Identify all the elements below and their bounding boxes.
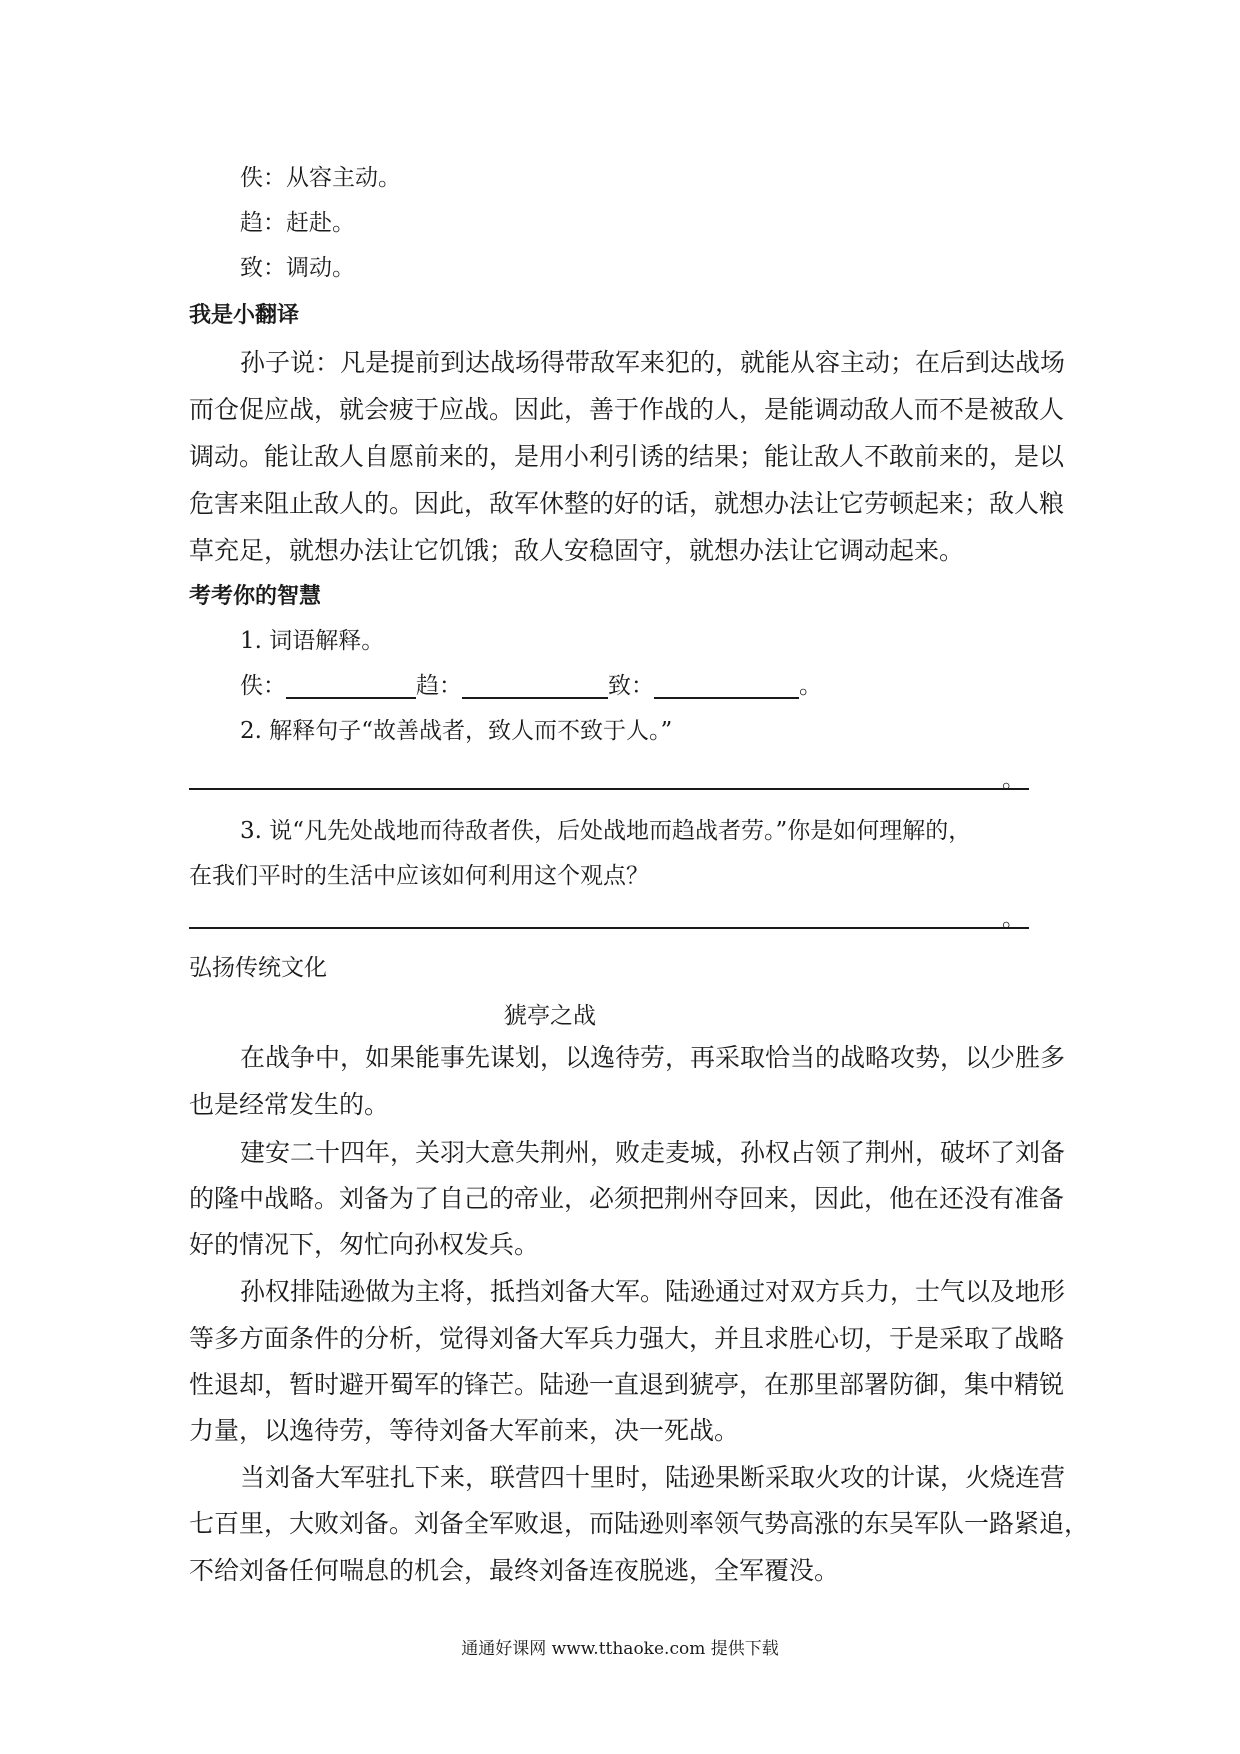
paragraph-line: 当刘备大军驻扎下来，联营四十里时，陆逊果断采取火攻的计谋，火烧连营 <box>240 1463 1066 1492</box>
answer-blank[interactable] <box>462 671 608 699</box>
paragraph-line: 在战争中，如果能事先谋划，以逸待劳，再采取恰当的战略攻势，以少胜多 <box>240 1043 1066 1072</box>
section-heading-translation: 我是小翻译 <box>189 303 300 328</box>
paragraph-line: 等多方面条件的分析，觉得刘备大军兵力强大，并且求胜心切，于是采取了战略 <box>189 1324 1065 1353</box>
paragraph-line: 不给刘备任何喘息的机会，最终刘备连夜脱逃，全军覆没。 <box>189 1556 840 1585</box>
paragraph-line: 而仓促应战，就会疲于应战。因此，善于作战的人，是能调动敌人而不是被敌人 <box>189 395 1065 424</box>
question-2: 2. 解释句子“故善战者，致人而不致于人。” <box>240 718 673 744</box>
question-3: 3. 说“凡先处战地而待敌者佚，后处战地而趋战者劳。”你是如何理解的， <box>240 818 972 844</box>
paragraph-line: 的隆中战略。刘备为了自己的帝业，必须把荆州夺回来，因此，他在还没有准备 <box>189 1184 1065 1213</box>
paragraph-line: 建安二十四年，关羽大意失荆州，败走麦城，孙权占领了荆州，破坏了刘备 <box>240 1138 1066 1167</box>
vocab-item: 致：调动。 <box>240 255 355 281</box>
paragraph-line: 草充足，就想办法让它饥饿；敌人安稳固守，就想办法让它调动起来。 <box>189 536 965 565</box>
answer-line[interactable] <box>189 927 1029 929</box>
answer-line-end: 。 <box>1002 906 1025 932</box>
answer-blank[interactable] <box>654 671 799 699</box>
story-title: 猇亭之战 <box>504 1003 596 1029</box>
answer-blank[interactable] <box>286 671 416 699</box>
answer-line-end: 。 <box>1002 767 1025 793</box>
paragraph-line: 危害来阻止敌人的。因此，敌军休整的好的话，就想办法让它劳顿起来；敌人粮 <box>189 489 1065 518</box>
answer-line[interactable] <box>189 788 1029 790</box>
paragraph-line: 孙权排陆逊做为主将，抵挡刘备大军。陆逊通过对双方兵力，士气以及地形 <box>240 1277 1066 1306</box>
paragraph-line: 也是经常发生的。 <box>189 1090 390 1119</box>
paragraph-line: 调动。能让敌人自愿前来的，是用小利引诱的结果；能让敌人不敢前来的，是以 <box>189 442 1065 471</box>
page-footer: 通通好课网 www.tthaoke.com 提供下载 <box>461 1639 779 1659</box>
paragraph-line: 孙子说：凡是提前到达战场得带敌军来犯的，就能从容主动；在后到达战场 <box>240 348 1066 377</box>
section-heading-quiz: 考考你的智慧 <box>189 584 322 609</box>
paragraph-line: 性退却，暂时避开蜀军的锋芒。陆逊一直退到猇亭，在那里部署防御，集中精锐 <box>189 1370 1065 1399</box>
vocab-item: 趋：赶赴。 <box>240 210 355 236</box>
vocab-item: 佚：从容主动。 <box>240 165 401 191</box>
question-1-blanks: 佚： 趋： 致： 。 <box>240 673 822 699</box>
paragraph-line: 七百里，大败刘备。刘备全军败退，而陆逊则率领气势高涨的东吴军队一路紧追， <box>189 1509 1090 1538</box>
section-heading-culture: 弘扬传统文化 <box>189 955 327 981</box>
paragraph-line: 好的情况下，匆忙向孙权发兵。 <box>189 1230 540 1259</box>
paragraph-line: 力量，以逸待劳，等待刘备大军前来，决一死战。 <box>189 1416 740 1445</box>
question-3-cont: 在我们平时的生活中应该如何利用这个观点？ <box>189 863 649 889</box>
question-1: 1. 词语解释。 <box>240 628 385 654</box>
